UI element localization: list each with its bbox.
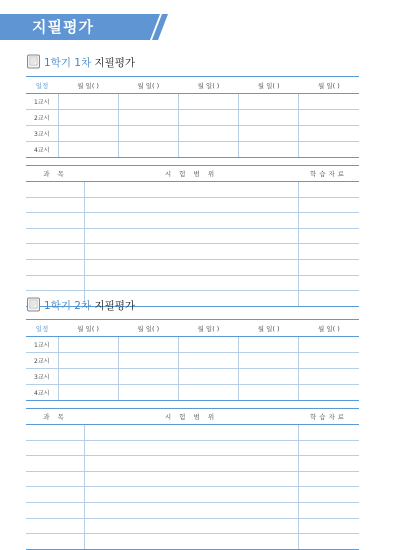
range-cell[interactable] [84, 440, 298, 456]
date-header: 월 일( ) [299, 77, 359, 94]
materials-header: 학습자료 [298, 409, 359, 425]
table-row [26, 228, 359, 244]
subject-cell[interactable] [26, 228, 84, 244]
range-cell[interactable] [84, 182, 298, 198]
date-header: 월 일( ) [299, 320, 359, 337]
schedule-cell[interactable] [299, 385, 359, 401]
schedule-cell[interactable] [58, 126, 118, 142]
range-cell[interactable] [84, 487, 298, 503]
schedule-cell[interactable] [58, 385, 118, 401]
table-row [26, 142, 359, 158]
exam-section-2 [26, 297, 359, 550]
table-row [26, 275, 359, 291]
date-header: 월 일( ) [118, 320, 178, 337]
schedule-cell[interactable] [118, 385, 178, 401]
range-cell[interactable] [84, 275, 298, 291]
materials-cell[interactable] [298, 487, 359, 503]
subject-cell[interactable] [26, 259, 84, 275]
schedule-cell[interactable] [58, 94, 118, 110]
materials-cell[interactable] [298, 456, 359, 472]
range-header: 시 험 범 위 [84, 409, 298, 425]
schedule-cell[interactable] [118, 94, 178, 110]
subject-cell[interactable] [26, 425, 84, 441]
subject-table [26, 165, 359, 307]
schedule-cell[interactable] [239, 385, 299, 401]
subject-cell[interactable] [26, 534, 84, 550]
exam-section-1 [26, 54, 359, 307]
schedule-cell[interactable] [239, 94, 299, 110]
date-header: 월 일( ) [178, 320, 238, 337]
schedule-cell[interactable] [178, 369, 238, 385]
schedule-cell[interactable] [178, 353, 238, 369]
subject-cell[interactable] [26, 182, 84, 198]
table-row [26, 425, 359, 441]
materials-cell[interactable] [298, 518, 359, 534]
subject-cell[interactable] [26, 502, 84, 518]
section-term: 1학기 1차 [44, 57, 92, 69]
range-cell[interactable] [84, 213, 298, 229]
period-label: 3교시 [26, 369, 58, 385]
materials-cell[interactable] [298, 259, 359, 275]
table-row [26, 456, 359, 472]
notebook-icon [26, 297, 41, 312]
schedule-cell[interactable] [58, 142, 118, 158]
period-label: 3교시 [26, 126, 58, 142]
schedule-cell[interactable] [118, 353, 178, 369]
subject-cell[interactable] [26, 471, 84, 487]
schedule-cell[interactable] [178, 142, 238, 158]
schedule-cell[interactable] [178, 126, 238, 142]
subject-cell[interactable] [26, 213, 84, 229]
table-row [26, 182, 359, 198]
schedule-cell[interactable] [299, 142, 359, 158]
schedule-cell[interactable] [178, 94, 238, 110]
range-cell[interactable] [84, 471, 298, 487]
period-label: 4교시 [26, 142, 58, 158]
materials-cell[interactable] [298, 197, 359, 213]
schedule-cell[interactable] [58, 369, 118, 385]
schedule-cell[interactable] [118, 110, 178, 126]
materials-cell[interactable] [298, 213, 359, 229]
date-header: 월 일( ) [118, 77, 178, 94]
range-header: 시 험 범 위 [84, 166, 298, 182]
schedule-cell[interactable] [239, 337, 299, 353]
subject-cell[interactable] [26, 518, 84, 534]
range-cell[interactable] [84, 534, 298, 550]
schedule-cell[interactable] [239, 110, 299, 126]
range-cell[interactable] [84, 228, 298, 244]
range-cell[interactable] [84, 502, 298, 518]
schedule-cell[interactable] [239, 369, 299, 385]
notebook-icon [26, 54, 41, 69]
date-header: 월 일( ) [239, 77, 299, 94]
materials-cell[interactable] [298, 244, 359, 260]
subject-cell[interactable] [26, 487, 84, 503]
table-row [26, 534, 359, 550]
table-row [26, 197, 359, 213]
table-row [26, 502, 359, 518]
schedule-cell[interactable] [118, 369, 178, 385]
schedule-cell[interactable] [299, 337, 359, 353]
schedule-cell[interactable] [118, 337, 178, 353]
period-label: 2교시 [26, 110, 58, 126]
schedule-header-label: 일정 [26, 320, 58, 337]
schedule-cell[interactable] [178, 110, 238, 126]
period-label: 1교시 [26, 337, 58, 353]
subject-cell[interactable] [26, 244, 84, 260]
schedule-cell[interactable] [178, 385, 238, 401]
date-header: 월 일( ) [239, 320, 299, 337]
section-label: 지필평가 [94, 57, 136, 69]
materials-cell[interactable] [298, 425, 359, 441]
materials-cell[interactable] [298, 275, 359, 291]
materials-cell[interactable] [298, 182, 359, 198]
subject-header: 과 목 [26, 409, 84, 425]
period-label: 1교시 [26, 94, 58, 110]
table-row [26, 369, 359, 385]
schedule-cell[interactable] [299, 110, 359, 126]
table-row [26, 94, 359, 110]
section-term: 1학기 2차 [44, 300, 92, 312]
schedule-cell[interactable] [58, 353, 118, 369]
schedule-cell[interactable] [299, 353, 359, 369]
section-title [44, 298, 135, 313]
table-row [26, 471, 359, 487]
schedule-table [26, 319, 359, 401]
period-label: 2교시 [26, 353, 58, 369]
range-cell[interactable] [84, 518, 298, 534]
schedule-cell[interactable] [299, 94, 359, 110]
table-row [26, 259, 359, 275]
table-row [26, 337, 359, 353]
schedule-cell[interactable] [299, 369, 359, 385]
range-cell[interactable] [84, 425, 298, 441]
period-label: 4교시 [26, 385, 58, 401]
date-header: 월 일( ) [58, 320, 118, 337]
table-row [26, 110, 359, 126]
table-row [26, 487, 359, 503]
materials-cell[interactable] [298, 471, 359, 487]
range-cell[interactable] [84, 456, 298, 472]
materials-cell[interactable] [298, 534, 359, 550]
table-row [26, 126, 359, 142]
materials-cell[interactable] [298, 228, 359, 244]
table-row [26, 244, 359, 260]
page-title-banner [0, 14, 168, 40]
materials-header: 학습자료 [298, 166, 359, 182]
schedule-table [26, 76, 359, 158]
table-row [26, 440, 359, 456]
subject-cell[interactable] [26, 197, 84, 213]
subject-header: 과 목 [26, 166, 84, 182]
schedule-cell[interactable] [239, 142, 299, 158]
section-label: 지필평가 [94, 300, 136, 312]
schedule-cell[interactable] [178, 337, 238, 353]
section-title [44, 55, 135, 70]
subject-cell[interactable] [26, 440, 84, 456]
range-cell[interactable] [84, 197, 298, 213]
materials-cell[interactable] [298, 440, 359, 456]
table-row [26, 353, 359, 369]
schedule-cell[interactable] [118, 126, 178, 142]
page-title: 지필평가 [32, 18, 94, 36]
schedule-cell[interactable] [239, 126, 299, 142]
materials-cell[interactable] [298, 502, 359, 518]
subject-cell[interactable] [26, 275, 84, 291]
schedule-cell[interactable] [58, 110, 118, 126]
schedule-cell[interactable] [299, 126, 359, 142]
schedule-cell[interactable] [239, 353, 299, 369]
table-row [26, 385, 359, 401]
table-row [26, 213, 359, 229]
date-header: 월 일( ) [58, 77, 118, 94]
subject-cell[interactable] [26, 456, 84, 472]
schedule-cell[interactable] [58, 337, 118, 353]
table-row [26, 518, 359, 534]
schedule-cell[interactable] [118, 142, 178, 158]
date-header: 월 일( ) [178, 77, 238, 94]
schedule-header-label: 일정 [26, 77, 58, 94]
subject-table [26, 408, 359, 550]
range-cell[interactable] [84, 244, 298, 260]
range-cell[interactable] [84, 259, 298, 275]
